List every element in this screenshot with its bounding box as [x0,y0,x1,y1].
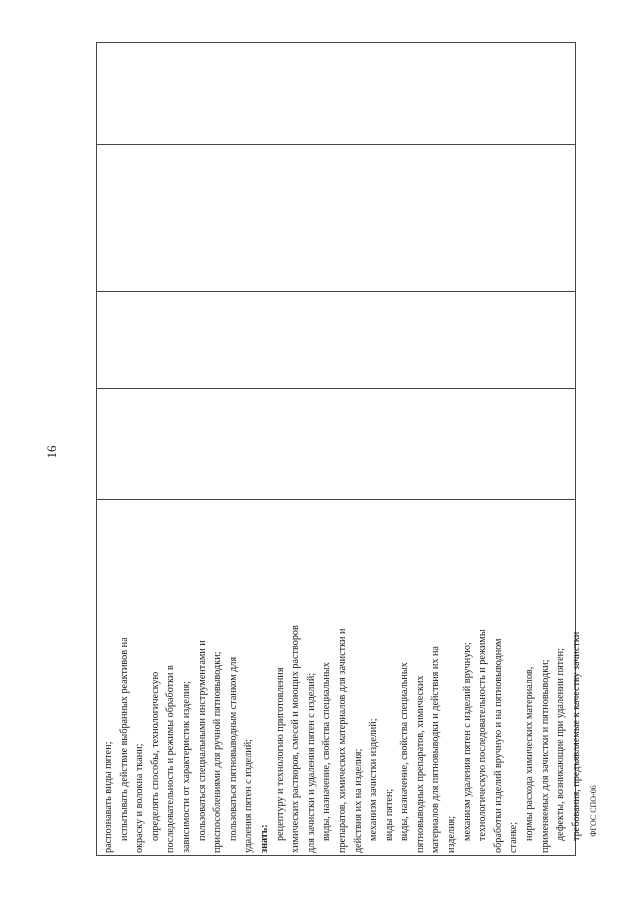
text-line: изделия; [446,815,458,853]
text-line: химических растворов, смесей и моющих растворов [290,625,302,853]
text-line: нормы расхода химических материалов, [524,666,536,841]
text-line: материалов для пятновыводки и действия их на [430,646,442,853]
text-line: препаратов, химических материалов для зачистки и [336,628,348,853]
table-cell-empty [97,389,575,500]
text-line: виды, назначение, свойства специальных [321,662,333,841]
skills-knowledge-text [97,500,582,857]
text-line: рецептуру и технологию приготовления [274,667,286,841]
table-cell-empty [97,292,575,389]
text-line: пользоваться пятновыводным станком для [227,656,239,841]
text-line: испытывать действие выбранных реактивов на [118,637,130,841]
text-line: для зачистки и удаления пятен с изделий; [305,672,317,853]
text-line: зависимости от характеристик изделия; [180,681,192,853]
text-line: распознавать виды пятен; [103,741,114,853]
text-line: пятновыводных препаратов, химических [414,675,426,853]
text-line: обработки изделий вручную и на пятновыводном [492,638,504,853]
text-line: приспособлениями для ручной пятновыводки; [212,651,224,853]
text-line: виды, назначение, свойства специальных [399,662,411,841]
text-line: требования, предъявляемые к качеству зачистки [570,631,582,841]
page-number: 16 [44,445,59,459]
text-line: определять способы, технологическую [149,671,161,841]
text-line: действия их на изделия; [352,748,364,853]
text-line: удаления пятен с изделий; [243,739,255,853]
text-line: технологическую последовательность и режимы [477,629,489,841]
text-line: дефекты, возникающие при удалении пятен; [555,648,567,841]
text-line: применяемых для зачистки и пятновыводки; [539,659,551,853]
text-line: механизм удаления пятен с изделий вручную; [461,642,473,841]
text-line: окраску и волокна ткани; [134,743,146,853]
text-line: виды пятен; [383,788,395,841]
text-line: механизм зачистки изделий; [368,718,380,841]
table-cell-empty [97,43,575,145]
text-line: пользоваться специальными инструментами и [196,640,208,841]
footer-code: ФГОС СПО-06 [589,785,598,837]
table-cell-skills [97,500,582,857]
text-line: последовательность и режимы обработки в [165,665,177,853]
text-line: знать: [258,824,270,853]
text-line: станке; [508,821,520,853]
competency-table [96,42,582,856]
table-cell-empty [97,145,575,292]
